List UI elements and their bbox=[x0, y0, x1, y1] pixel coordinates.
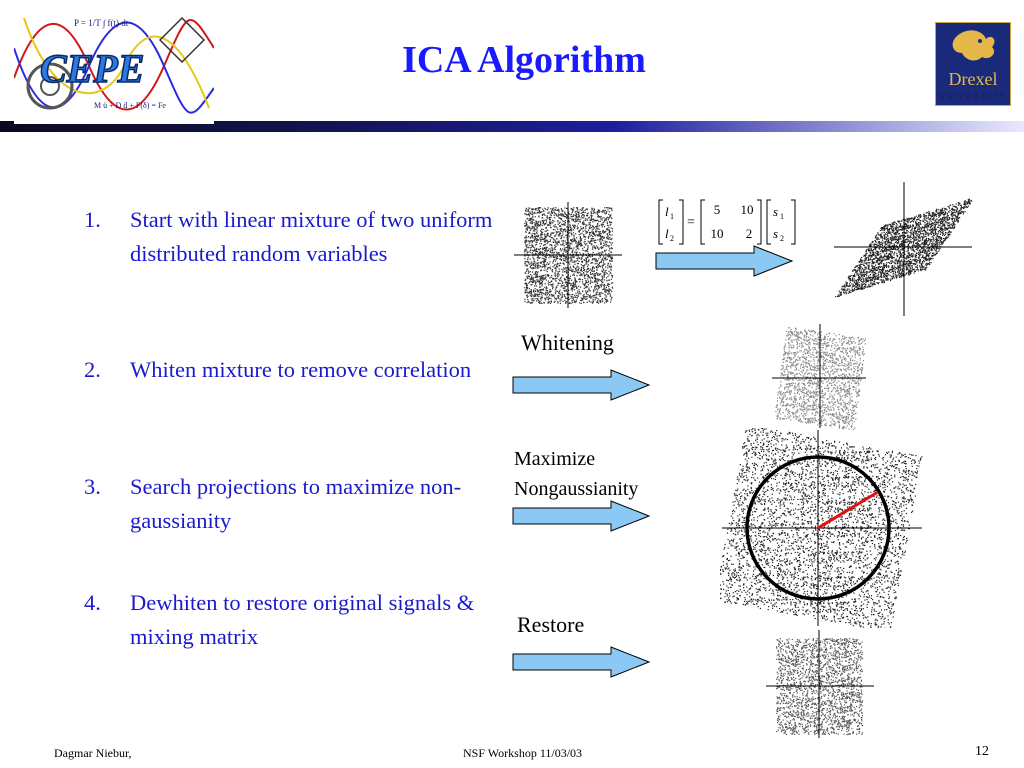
rhs-1-sub: 1 bbox=[780, 212, 784, 221]
maximize-label: Maximize Nongaussianity bbox=[514, 448, 639, 500]
matrix-a21: 10 bbox=[710, 226, 724, 241]
rhs-2: s bbox=[773, 226, 779, 241]
whitening-arrow bbox=[511, 368, 653, 402]
restored-scatter-plot bbox=[764, 628, 876, 740]
maximize-scatter-plot bbox=[720, 428, 924, 628]
step-number: 4. bbox=[84, 590, 101, 615]
step-text: Search projections to maximize non-gaussianity bbox=[130, 474, 462, 533]
step-4 bbox=[84, 586, 504, 656]
mixing-arrow bbox=[654, 244, 796, 278]
step-text: Start with linear mixture of two uniform distributed random variables bbox=[130, 207, 493, 266]
page-number: 12 bbox=[975, 744, 989, 759]
maximize-arrow bbox=[511, 499, 653, 533]
restore-arrow bbox=[511, 645, 653, 679]
source-scatter-plot bbox=[512, 200, 624, 310]
step-number: 1. bbox=[84, 207, 101, 232]
rhs-1: s bbox=[773, 204, 779, 219]
lhs-2-sub: 2 bbox=[670, 234, 674, 243]
slide-title: ICA Algorithm bbox=[402, 39, 646, 81]
whitened-scatter-plot bbox=[770, 322, 868, 430]
step-text: Whiten mixture to remove correlation bbox=[130, 357, 472, 382]
footer-event: NSF Workshop 11/03/03 bbox=[463, 746, 583, 760]
lhs-1: l bbox=[665, 204, 669, 219]
cepe-formula-top: P = 1/T ∫ f(t) dt bbox=[74, 18, 129, 28]
drexel-university-label: UNIVERSITY bbox=[938, 92, 1007, 101]
whitening-label: Whitening bbox=[521, 330, 614, 355]
step-2 bbox=[84, 353, 504, 423]
matrix-a22: 2 bbox=[745, 226, 753, 241]
rhs-2-sub: 2 bbox=[780, 234, 784, 243]
cepe-logo-text: CEPE bbox=[40, 46, 145, 91]
lhs-1-sub: 1 bbox=[670, 212, 674, 221]
drexel-logo-text: Drexel bbox=[948, 69, 998, 89]
matrix-a12: 10 bbox=[740, 202, 754, 217]
mixing-equation bbox=[655, 196, 805, 248]
matrix-a11: 5 bbox=[713, 202, 721, 217]
cepe-formula-bottom: M ü + D ḋ + F(δ) = Fe bbox=[94, 101, 166, 110]
step-3 bbox=[84, 470, 504, 540]
lhs-2: l bbox=[665, 226, 669, 241]
step-1 bbox=[84, 203, 504, 307]
mixed-scatter-plot bbox=[826, 180, 976, 318]
step-text: Dewhiten to restore original signals & mixing matrix bbox=[130, 590, 475, 649]
footer-author: Dagmar Niebur, bbox=[54, 746, 132, 760]
cepe-logo bbox=[14, 8, 214, 124]
step-number: 3. bbox=[84, 474, 101, 499]
restore-label: Restore bbox=[517, 612, 585, 637]
equals-sign: = bbox=[687, 215, 695, 230]
step-number: 2. bbox=[84, 357, 101, 382]
